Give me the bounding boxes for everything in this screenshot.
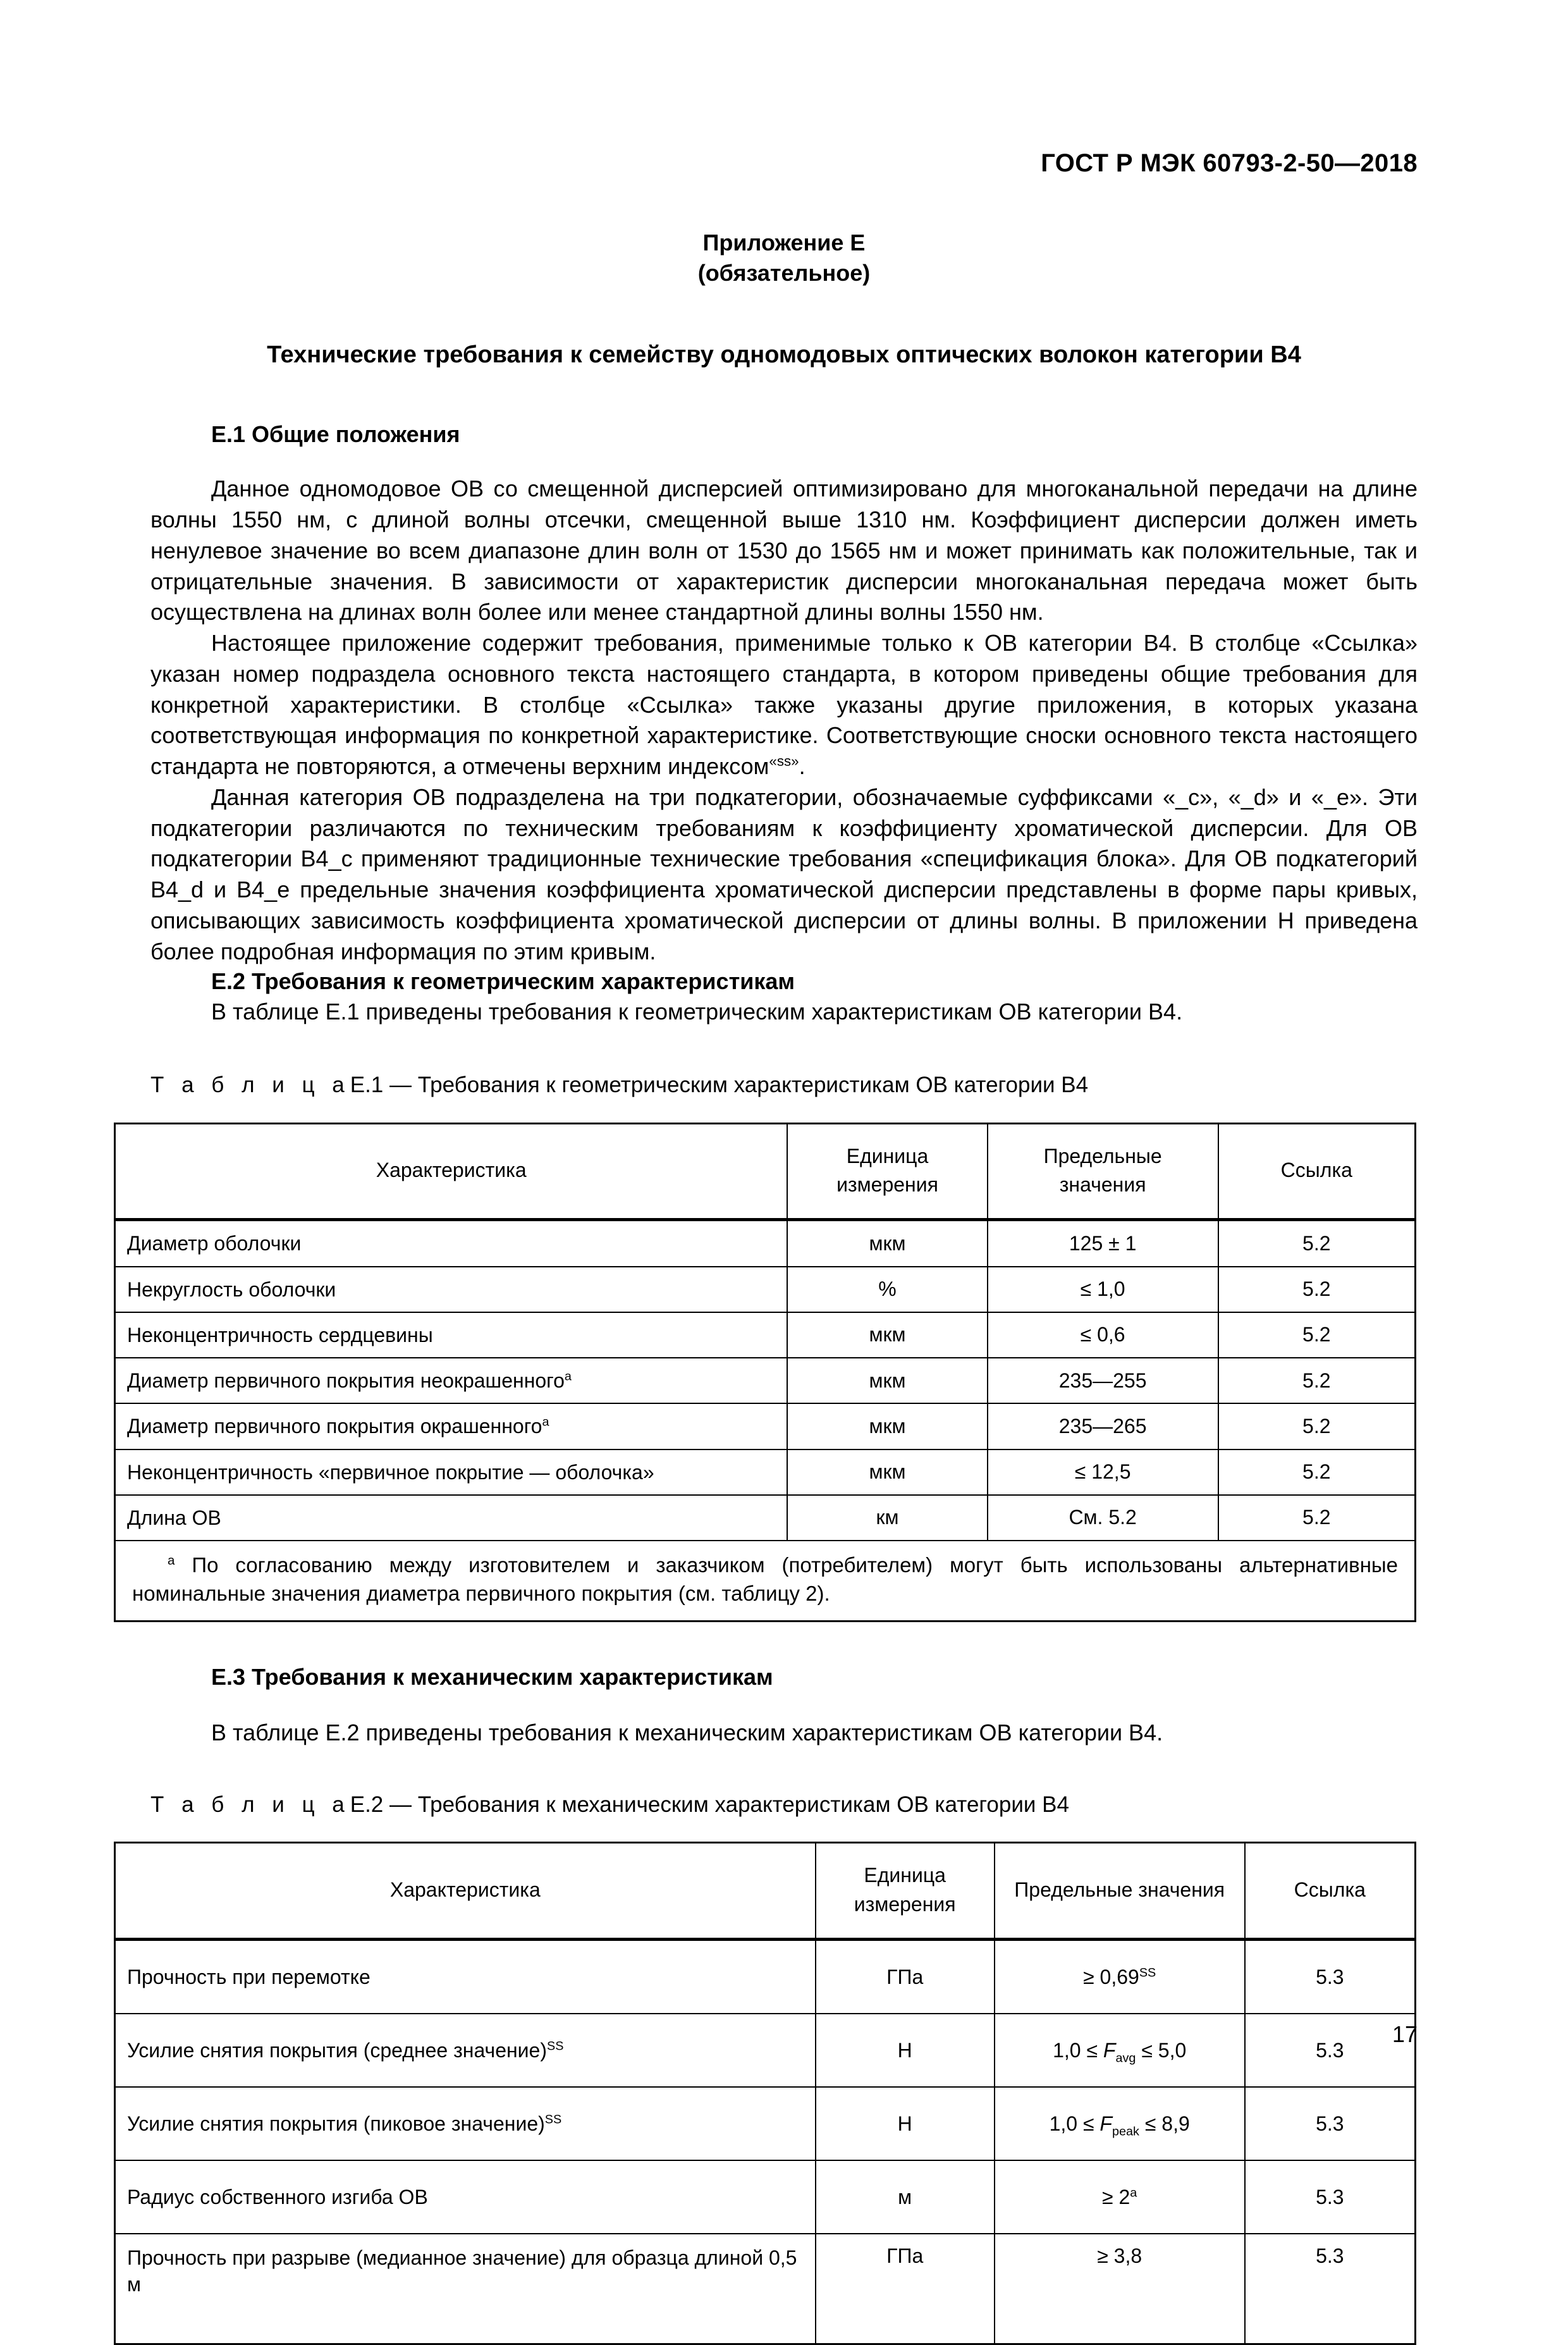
table-e2-col-limit: Предельные значения xyxy=(995,1843,1245,1940)
page-number: 17 xyxy=(1392,2021,1418,2047)
cell-reference: 5.3 xyxy=(1245,2087,1416,2160)
cell-unit: мкм xyxy=(787,1220,987,1267)
cell-characteristic-text: Диаметр первичного покрытия неокрашенного xyxy=(127,1369,565,1393)
section-heading-e2: E.2 Требования к геометрическим характеристикам xyxy=(211,968,795,995)
cell-reference: 5.2 xyxy=(1218,1267,1416,1312)
table-row xyxy=(115,2160,1416,2234)
cell-characteristic-text: Усилие снятия покрытия (среднее значение) xyxy=(127,2038,547,2062)
cell-limit-variable: F xyxy=(1099,2112,1112,2135)
cell-limit-post: ≤ 8,9 xyxy=(1139,2112,1190,2135)
cell-limit: 125 ± 1 xyxy=(988,1220,1218,1267)
paragraph-e2-intro: В таблице Е.1 приведены требования к геометрическим характеристикам ОВ категории В4. xyxy=(211,999,1183,1025)
table-e1-body xyxy=(115,1220,1416,1622)
table-e1-col-limit-line2: значения xyxy=(1059,1172,1146,1196)
cell-characteristic-text: Длина ОВ xyxy=(127,1506,221,1529)
table-row xyxy=(115,1220,1416,1267)
cell-unit: Н xyxy=(816,2014,995,2087)
cell-reference: 5.3 xyxy=(1245,2234,1416,2344)
cell-reference: 5.3 xyxy=(1245,2014,1416,2087)
cell-limit: ≤ 12,5 xyxy=(988,1449,1218,1495)
table-row xyxy=(115,1312,1416,1358)
cell-unit: Н xyxy=(816,2087,995,2160)
table-e2-col-unit xyxy=(816,1843,995,1940)
cell-limit-variable: F xyxy=(1103,2038,1116,2062)
cell-characteristic-text: Неконцентричность сердцевины xyxy=(127,1323,433,1346)
cell-limit-post: ≤ 5,0 xyxy=(1136,2038,1187,2062)
cell-characteristic xyxy=(115,1403,788,1449)
cell-unit: % xyxy=(787,1267,987,1312)
table-e1-col-unit xyxy=(787,1123,987,1220)
cell-limit: 235—255 xyxy=(988,1358,1218,1403)
cell-limit-subscript: peak xyxy=(1112,2124,1139,2138)
table-e1-col-characteristic: Характеристика xyxy=(115,1123,788,1220)
table-caption-e1-rest: Е.1 — Требования к геометрическим характеристикам ОВ категории В4 xyxy=(350,1073,1089,1098)
cell-reference: 5.3 xyxy=(1245,1940,1416,2014)
cell-characteristic xyxy=(115,1495,788,1541)
table-row xyxy=(115,1403,1416,1449)
table-e2-body xyxy=(115,1940,1416,2344)
cell-characteristic-text: Усилие снятия покрытия (пиковое значение) xyxy=(127,2112,545,2135)
table-e2-col-reference: Ссылка xyxy=(1245,1843,1416,1940)
cell-limit xyxy=(995,2087,1245,2160)
cell-unit: мкм xyxy=(787,1358,987,1403)
paragraph-e1-2 xyxy=(150,628,1418,782)
table-e2-header-row xyxy=(115,1843,1416,1940)
footnote-marker: a xyxy=(564,1369,572,1384)
cell-limit-pre: ≥ 0,69 xyxy=(1083,1965,1139,1988)
cell-limit-pre: ≥ 3,8 xyxy=(1097,2244,1142,2268)
cell-limit xyxy=(995,1940,1245,2014)
table-e2-col-unit-line1: Единица xyxy=(864,1864,946,1887)
paragraph-e1-2-text: Настоящее приложение содержит требования, применимые только к ОВ категории В4. В столбце «Ссылка» указан номер подраздела основного текста настоящего стандарта, в котором приведены общие требования для конкретной характеристики. В столбце «Ссылка» также указаны другие приложения, в которых указана соответствующая информация по конкретной характеристике. Соответствующие сноски основного текста настоящего стандарта не повторяются, а отмечены верхним индексом xyxy=(150,630,1418,780)
table-e2 xyxy=(114,1842,1416,2345)
cell-characteristic xyxy=(115,1267,788,1312)
table-caption-e2-rest: Е.2 — Требования к механическим характеристикам ОВ категории В4 xyxy=(350,1792,1069,1817)
table-e1-header-row xyxy=(115,1123,1416,1220)
superscript-ss-marker: «ss» xyxy=(769,753,799,770)
paragraph-e1-3: Данная категория ОВ подразделена на три подкатегории, обозначаемые суффиксами «_c», «_d» и «_e». Эти подкатегории различаются по техническим требованиям к коэффициенту хроматической дисперсии. Для ОВ подкатегории В4_c применяют традиционные технические требования «спецификация блока». Для ОВ подкатегорий В4_d и В4_e предельные значения коэффициента хроматической дисперсии представлены в форме пары кривых, описывающих зависимость коэффициента хроматической дисперсии от длины волны. В приложении Н приведена более подробная информация по этим кривым. xyxy=(150,784,1418,964)
table-e1-footnote-text: По согласованию между изготовителем и заказчиком (потребителем) могут быть использованы альтернативные номинальные значения диаметра первичного покрытия (см. таблицу 2). xyxy=(132,1553,1398,1605)
table-e2-col-unit-line2: измерения xyxy=(854,1892,956,1916)
footnote-marker: a xyxy=(168,1553,175,1568)
table-caption-e1-word: Т а б л и ц а xyxy=(150,1073,350,1098)
cell-limit: ≤ 0,6 xyxy=(988,1312,1218,1358)
table-e1-col-unit-line2: измерения xyxy=(836,1172,938,1196)
cell-unit: мкм xyxy=(787,1449,987,1495)
table-e1-col-reference: Ссылка xyxy=(1218,1123,1416,1220)
table-row xyxy=(115,1495,1416,1541)
annex-heading-block xyxy=(150,228,1418,288)
cell-characteristic xyxy=(115,1940,816,2014)
cell-characteristic-text: Диаметр оболочки xyxy=(127,1232,302,1255)
cell-characteristic xyxy=(115,1449,788,1495)
paragraph-e1-2-tail: . xyxy=(799,753,805,780)
cell-characteristic xyxy=(115,1220,788,1267)
cell-limit xyxy=(995,2160,1245,2234)
cell-characteristic-text: Неконцентричность «первичное покрытие — оболочка» xyxy=(127,1460,654,1484)
paragraph-e3-intro: В таблице Е.2 приведены требования к механическим характеристикам ОВ категории В4. xyxy=(211,1719,1163,1745)
cell-reference: 5.2 xyxy=(1218,1312,1416,1358)
table-caption-e2-word: Т а б л и ц а xyxy=(150,1792,350,1817)
table-row xyxy=(115,1940,1416,2014)
cell-characteristic xyxy=(115,2234,816,2344)
cell-limit-pre: ≥ 2 xyxy=(1102,2185,1130,2208)
cell-unit: км xyxy=(787,1495,987,1541)
running-header-standard-id: ГОСТ Р МЭК 60793-2-50—2018 xyxy=(1041,149,1418,177)
footnote-marker: SS xyxy=(547,2039,564,2053)
cell-characteristic xyxy=(115,2087,816,2160)
table-caption-e1 xyxy=(150,1071,1418,1100)
cell-characteristic xyxy=(115,1358,788,1403)
cell-reference: 5.3 xyxy=(1245,2160,1416,2234)
cell-limit-pre: 1,0 ≤ xyxy=(1053,2038,1103,2062)
table-row xyxy=(115,1449,1416,1495)
table-row xyxy=(115,1358,1416,1403)
cell-unit: мкм xyxy=(787,1312,987,1358)
section-heading-e1: E.1 Общие положения xyxy=(211,421,460,448)
cell-limit-subscript: avg xyxy=(1115,2050,1136,2065)
table-row xyxy=(115,1267,1416,1312)
table-e1-wrapper xyxy=(127,1123,1418,1623)
table-e1-col-limit-line1: Предельные xyxy=(1043,1144,1162,1167)
table-e2-col-characteristic: Характеристика xyxy=(115,1843,816,1940)
section-heading-e3: E.3 Требования к механическим характеристикам xyxy=(211,1664,773,1690)
cell-characteristic-text: Диаметр первичного покрытия окрашенного xyxy=(127,1415,542,1438)
cell-limit: ≤ 1,0 xyxy=(988,1267,1218,1312)
cell-limit: 235—265 xyxy=(988,1403,1218,1449)
annex-status: (обязательное) xyxy=(697,259,871,286)
cell-characteristic-text: Некруглость оболочки xyxy=(127,1277,336,1301)
footnote-marker: SS xyxy=(544,2112,562,2127)
cell-reference: 5.2 xyxy=(1218,1403,1416,1449)
cell-unit: ГПа xyxy=(816,2234,995,2344)
table-e1 xyxy=(114,1123,1416,1623)
cell-characteristic xyxy=(115,1312,788,1358)
table-e1-col-unit-line1: Единица xyxy=(846,1144,929,1167)
paragraph-e1-1: Данное одномодовое ОВ со смещенной дисперсией оптимизировано для многоканальной передачи на длине волны 1550 нм, с длиной волны отсечки, смещенной выше 1310 нм. Коэффициент дисперсии должен иметь ненулевое значение во всем диапазоне длин волн от 1530 до 1565 нм и может принимать как положительные, так и отрицательные значения. В зависимости от характеристик дисперсии многоканальная передача может быть осуществлена на длинах волн более или менее стандартной длины волны 1550 нм. xyxy=(150,476,1418,625)
footnote-marker: a xyxy=(542,1415,549,1429)
cell-characteristic-text: Радиус собственного изгиба ОВ xyxy=(127,2185,428,2208)
cell-limit-superscript: a xyxy=(1130,2185,1137,2200)
table-caption-e2 xyxy=(150,1790,1418,1819)
annex-title: Технические требования к семейству одномодовых оптических волокон категории В4 xyxy=(267,342,1301,369)
table-e1-footnote xyxy=(115,1541,1416,1622)
cell-reference: 5.2 xyxy=(1218,1495,1416,1541)
cell-limit xyxy=(995,2234,1245,2344)
cell-reference: 5.2 xyxy=(1218,1449,1416,1495)
cell-reference: 5.2 xyxy=(1218,1358,1416,1403)
cell-unit: мкм xyxy=(787,1403,987,1449)
cell-unit: м xyxy=(816,2160,995,2234)
table-row xyxy=(115,2234,1416,2344)
cell-unit: ГПа xyxy=(816,1940,995,2014)
annex-label: Приложение Е xyxy=(702,230,866,255)
cell-characteristic xyxy=(115,2160,816,2234)
cell-characteristic-text: Прочность при перемотке xyxy=(127,1965,371,1988)
table-row xyxy=(115,2087,1416,2160)
cell-characteristic-text: Прочность при разрыве (медианное значение) для образца длиной 0,5 м xyxy=(127,2246,797,2296)
cell-limit: См. 5.2 xyxy=(988,1495,1218,1541)
cell-limit-pre: 1,0 ≤ xyxy=(1049,2112,1100,2135)
table-e1-col-limit xyxy=(988,1123,1218,1220)
cell-reference: 5.2 xyxy=(1218,1220,1416,1267)
table-e1-footnote-row xyxy=(115,1541,1416,1622)
cell-limit-superscript: SS xyxy=(1139,1965,1156,1979)
table-e2-wrapper xyxy=(127,1842,1418,2345)
